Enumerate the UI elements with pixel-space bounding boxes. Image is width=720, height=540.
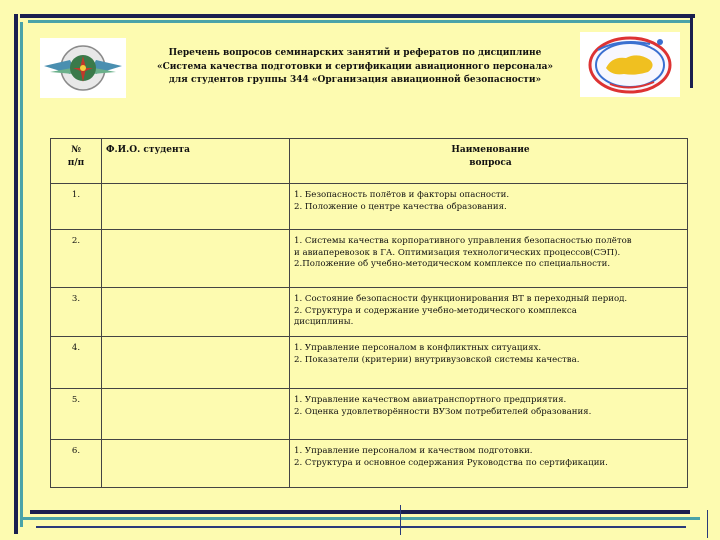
question-line: 2. Оценка удовлетворённости ВУЗом потребителей образования. (294, 406, 592, 417)
frame-line-bottom-accent (20, 517, 700, 520)
question-cell (290, 337, 688, 389)
question-line: 1. Состояние безопасности функционирования ВТ в переходный период. (294, 294, 628, 304)
student-name-cell[interactable] (102, 389, 290, 440)
document-title (140, 47, 570, 88)
question-cell (290, 184, 688, 230)
student-name-cell[interactable] (102, 230, 290, 288)
table-row (51, 337, 688, 389)
row-number: 1. (51, 184, 102, 230)
russia-map-circle-emblem-icon (580, 32, 680, 97)
student-name-cell[interactable] (102, 440, 290, 488)
frame-line-bottom-thin (36, 526, 686, 528)
question-line: 2. Структура и основное содержания Руководства по сертификации. (294, 457, 608, 468)
table-row (51, 389, 688, 440)
column-header-question-line-1: Наименование (451, 145, 530, 155)
question-cell (290, 230, 688, 288)
row-number: 4. (51, 337, 102, 389)
row-number: 5. (51, 389, 102, 440)
question-line: и авиаперевозок в ГА. Оптимизация технологических процессов(СЭП). (294, 247, 621, 258)
column-header-number-line-1: № (71, 145, 81, 155)
column-header-number-line-2: п/п (67, 158, 85, 168)
question-line: 2. Показатели (критерии) внутривузовской системы качества. (294, 354, 580, 365)
table-row (51, 288, 688, 337)
student-name-cell[interactable] (102, 337, 290, 389)
question-cell (290, 440, 688, 488)
frame-line-top-accent (28, 20, 693, 23)
questions-table (50, 138, 688, 488)
question-line: 1. Управление персоналом и качеством подготовки. (294, 446, 533, 456)
frame-tick-right (707, 510, 708, 538)
column-header-student: Ф.И.О. студента (102, 139, 290, 184)
row-number: 2. (51, 230, 102, 288)
student-name-cell[interactable] (102, 184, 290, 230)
question-line: 2. Структура и содержание учебно-методического комплекса (294, 305, 577, 316)
frame-tick-bottom (400, 505, 401, 535)
frame-line-left (14, 14, 18, 534)
questions-table-container (50, 138, 688, 488)
table-row (51, 184, 688, 230)
title-line-1: Перечень вопросов семинарских занятий и рефератов по дисциплине (168, 48, 542, 58)
frame-line-top (20, 14, 695, 18)
question-line: дисциплины. (294, 317, 354, 327)
column-header-question-line-2: вопроса (469, 158, 512, 168)
column-header-number (51, 139, 102, 184)
column-header-question (290, 139, 688, 184)
row-number: 3. (51, 288, 102, 337)
question-line: 1. Управление качеством авиатранспортного предприятия. (294, 395, 567, 405)
frame-line-right (690, 18, 693, 88)
row-number: 6. (51, 440, 102, 488)
question-line: 2. Положение о центре качества образования. (294, 201, 507, 212)
aviation-wings-emblem-icon (40, 38, 126, 98)
question-line: 1. Безопасность полётов и факторы опасности. (294, 190, 510, 200)
student-name-cell[interactable] (102, 288, 290, 337)
question-line: 2.Положение об учебно-методическом комплексе по специальности. (294, 259, 611, 269)
frame-line-left-accent (20, 22, 23, 527)
question-cell (290, 389, 688, 440)
title-line-2: «Система качества подготовки и сертификации авиационного персонала» (156, 61, 554, 72)
frame-line-bottom (30, 510, 690, 514)
table-row (51, 230, 688, 288)
question-line: 1. Управление персоналом в конфликтных ситуациях. (294, 343, 542, 353)
table-header-row (51, 139, 688, 184)
table-row (51, 440, 688, 488)
title-line-3: для студентов группы 344 «Организация авиационной безопасности» (168, 75, 542, 85)
question-line: 1. Системы качества корпоративного управления безопасностью полётов (294, 236, 632, 246)
question-cell (290, 288, 688, 337)
